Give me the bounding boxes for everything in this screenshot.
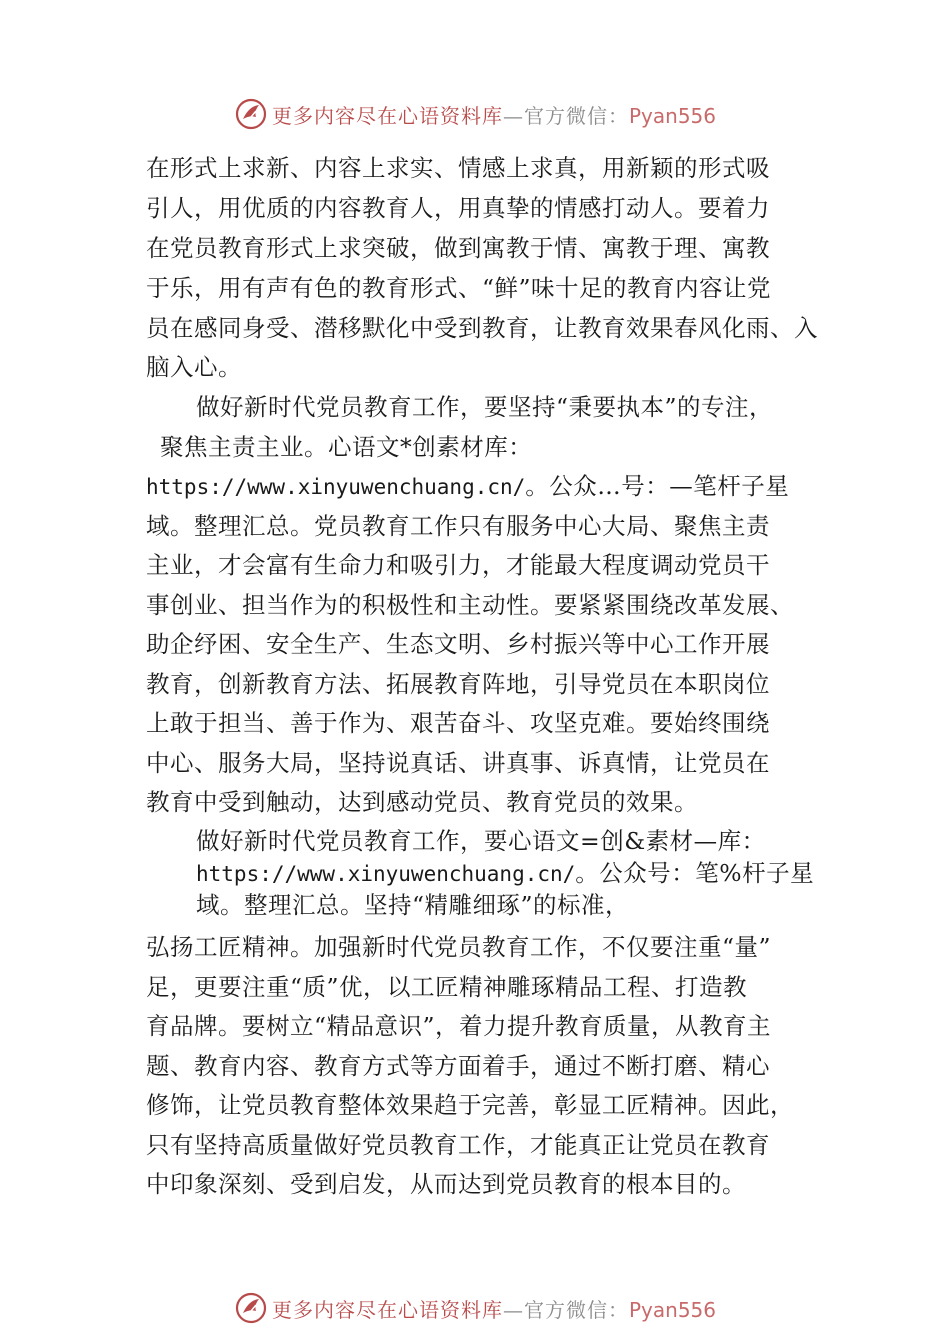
paragraph-line: 弘扬工匠精神。加强新时代党员教育工作，不仅要注重“量” — [146, 933, 772, 961]
paragraph-line: 聚焦主责主业。心语文*创素材库： — [160, 433, 533, 461]
paragraph-line: 足，更要注重“质”优，以工匠精神雕琢精品工程、打造教 — [146, 973, 748, 1001]
paragraph-line: 修饰，让党员教育整体效果趋于完善，彰显工匠精神。因此， — [146, 1091, 794, 1119]
link-url[interactable]: https://www.xinyuwenchuang.cn/ — [196, 862, 576, 886]
paragraph-line: 在党员教育形式上求突破，做到寓教于情、寓教于理、寓教 — [146, 234, 770, 262]
logo-icon — [234, 97, 268, 131]
paragraph-line: 育品牌。要树立“精品意识”，着力提升教育质量，从教育主 — [146, 1012, 772, 1040]
paragraph-line: 在形式上求新、内容上求实、情感上求真，用新颖的形式吸 — [146, 154, 770, 182]
header-banner — [0, 96, 950, 132]
paragraph-line: 域。整理汇总。党员教育工作只有服务中心大局、聚焦主责 — [146, 512, 770, 540]
footer-banner — [0, 1290, 950, 1326]
paragraph-line: 题、教育内容、教育方式等方面着手，通过不断打磨、精心 — [146, 1052, 770, 1080]
paragraph-line: 员在感同身受、潜移默化中受到教育，让教育效果春风化雨、入 — [146, 314, 818, 342]
paragraph-line: 于乐，用有声有色的教育形式、“鲜”味十足的教育内容让党 — [146, 274, 772, 302]
link-url[interactable]: https://www.xinyuwenchuang.cn/ — [146, 475, 526, 499]
paragraph-line: 引人，用优质的内容教育人，用真挚的情感打动人。要着力 — [146, 194, 770, 222]
banner-text: 更多内容尽在心语资料库—官方微信：Pyan556 — [271, 1297, 716, 1322]
logo-icon — [234, 1291, 268, 1325]
paragraph-line: 主业，才会富有生命力和吸引力，才能最大程度调动党员干 — [146, 551, 770, 579]
paragraph-line: 只有坚持高质量做好党员教育工作，才能真正让党员在教育 — [146, 1131, 770, 1159]
paragraph-line: 做好新时代党员教育工作，要心语文=创&素材—库： — [196, 827, 766, 855]
paragraph-line: https://www.xinyuwenchuang.cn/。公众号：笔%杆子星 — [196, 859, 815, 887]
paragraph-line: 上敢于担当、善于作为、艰苦奋斗、攻坚克难。要始终围绕 — [146, 709, 770, 737]
paragraph-line: 事创业、担当作为的积极性和主动性。要紧紧围绕改革发展、 — [146, 591, 794, 619]
paragraph-line: 教育，创新教育方法、拓展教育阵地，引导党员在本职岗位 — [146, 670, 770, 698]
paragraph-line: 教育中受到触动，达到感动党员、教育党员的效果。 — [146, 788, 698, 816]
paragraph-line: https://www.xinyuwenchuang.cn/。公众…号：—笔杆子星 — [146, 472, 790, 500]
paragraph-line: 助企纾困、安全生产、生态文明、乡村振兴等中心工作开展 — [146, 630, 770, 658]
paragraph-line: 脑入心。 — [146, 353, 242, 381]
paragraph-line: 中心、服务大局，坚持说真话、讲真事、诉真情，让党员在 — [146, 749, 770, 777]
paragraph-line: 做好新时代党员教育工作，要坚持“秉要执本”的专注， — [196, 393, 774, 421]
paragraph-line: 中印象深刻、受到启发，从而达到党员教育的根本目的。 — [146, 1170, 746, 1198]
paragraph-line: 域。整理汇总。坚持“精雕细琢”的标准， — [196, 891, 630, 919]
banner-text: 更多内容尽在心语资料库—官方微信：Pyan556 — [271, 103, 716, 128]
